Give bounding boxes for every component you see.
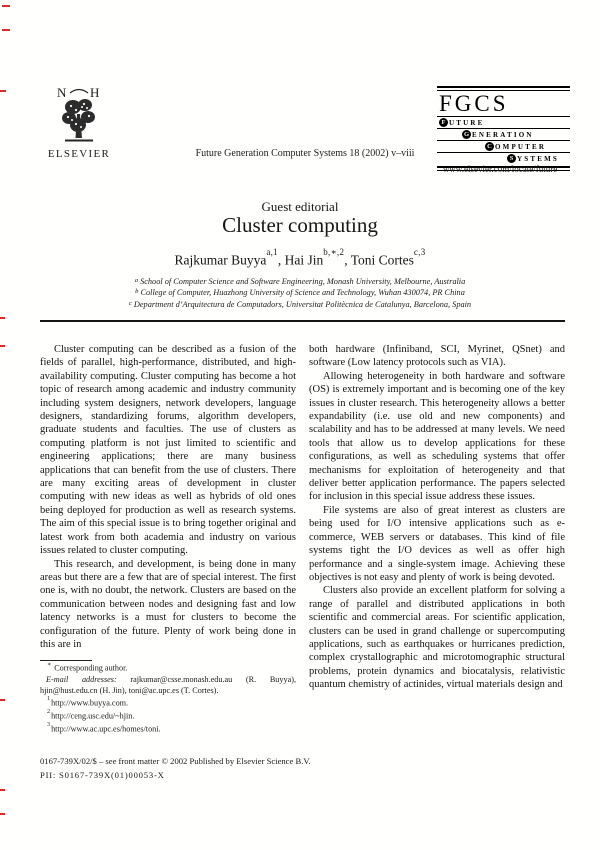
svg-text:H: H: [90, 85, 100, 100]
fgcs-letter-badge: S: [507, 154, 516, 163]
section-divider: [40, 320, 565, 322]
svg-text:N: N: [57, 85, 67, 100]
footnote-url: $^1$http://www.buyya.com.: [47, 696, 129, 708]
right-column: [309, 343, 565, 734]
paragraph: both hardware (Infiniband, SCI, Myrinet, QSnet) and software (Low latency protocols such as VIA).: [309, 344, 565, 369]
fgcs-word-computer: C OMPUTER: [437, 140, 570, 152]
proof-mark: [0, 90, 6, 92]
paragraph: This research, and development, is being done in many areas but there are a few that are of special interest. The first one is, with no doubt, the network. Clusters are based on the communication between nodes and designing fast and low latency networks is a must for clusters to become the configuration of the future. Plenty of work being done in this are in: [40, 558, 296, 650]
fgcs-word-generation: G ENERATION: [437, 128, 570, 140]
proof-mark: [0, 699, 5, 701]
proof-mark: [2, 5, 10, 7]
proof-mark: [0, 813, 5, 815]
divider: [437, 86, 570, 88]
footnote-url: $^2$http://ceng.usc.edu/~hjin.: [47, 708, 135, 721]
fgcs-acronym: FGCS: [439, 91, 509, 116]
copyright-line: 0167-739X/02/$ – see front matter © 2002 Published by Elsevier Science B.V.: [40, 756, 311, 766]
author-line: Rajkumar Buyya$^{a,1}$, Hai Jin$^{b,∗,2}$, Toni Cortes$^{c,3}$: [174, 247, 426, 268]
elsevier-logo: [40, 84, 118, 160]
paragraph: Cluster computing can be described as a fusion of the fields of parallel, high-performance, distributed, and high-availability computing. Cluster computing has become a hot topic of research among academic and industry community including system designers, network developers, language designers, standardizing forums, algorithm developers, graduate students and faculties. The use of clusters as computing platform is not just limited to scientific and engineering applications; there are many business applications that can benefit from the use of clusters. There are many exciting areas of development in cluster computing with new ideas as well as hybrids of old ones being deployed for production as well as research systems. The aim of this special issue is to bring together original and latest work from both academia and industry on various issues related to cluster computing.: [40, 344, 296, 557]
affiliation-line: $^a$ School of Computer Science and Software Engineering, Monash University, Melbourne, Australia: [134, 276, 466, 286]
affiliations: [0, 277, 600, 311]
author-name: Hai Jin: [284, 252, 324, 268]
fgcs-word-future: F UTURE: [437, 116, 570, 128]
fgcs-letter-badge: F: [439, 118, 448, 127]
email-addresses-note: E-mail addresses: rajkumar@csse.monash.edu.au (R. Buyya), hjin@hust.edu.cn (H. Jin), toni@ac.upc.es (T. Cortes).: [40, 675, 296, 696]
elsevier-tree-icon: [56, 84, 102, 146]
paragraph: File systems are also of great interest as clusters are being used for I/O intensive applications such as e-commerce, WEB servers or databases. This kind of file systems tight the I/O devices as well as offer high performance and a single-system image. Achieving these objectives is not easy and plenty of work is being devoted.: [309, 504, 565, 583]
fgcs-logo: [437, 86, 570, 171]
proof-mark: [2, 29, 10, 31]
author-name: Toni Cortes: [350, 252, 414, 268]
pii-line: PII: S0167-739X(01)00053-X: [40, 769, 165, 780]
article-title: Cluster computing: [222, 213, 378, 237]
paragraph: Clusters also provide an excellent platform for solving a range of parallel and distributed applications in both scientific and commercial areas. For scientific application, clusters can be used in grand challenge or supercomputing applications, such as earthquakes or hurricanes prediction, complex crystallographic and microtomographic structural problems, protein dynamics and biocatalysis, relativistic quantum chemistry of actinides, virtual materials design and: [309, 585, 565, 691]
proof-mark: [0, 317, 5, 319]
footnotes: [40, 660, 296, 734]
imprint-footer: [40, 755, 565, 782]
footnote-url: $^3$http://www.ac.upc.es/homes/toni.: [47, 721, 161, 734]
publisher-name: ELSEVIER: [47, 148, 111, 160]
fgcs-letter-badge: G: [463, 131, 470, 138]
author-affil-marker: a,1: [266, 247, 278, 257]
affiliation-line: $^c$ Department d’Arquitectura de Computadors, Universitat Politècnica de Catalunya, Barcelona, Spain: [128, 299, 472, 309]
fgcs-letter-badge: C: [485, 142, 494, 151]
fgcs-word-systems: S YSTEMS: [437, 152, 570, 164]
proof-mark: [0, 789, 5, 791]
paragraph: Allowing heterogeneity in both hardware and software (OS) is extremely important and is becoming one of the key issues in cluster research. This heterogeneity allows a better expandability (i.e. use old and new components) and scalability and has to be addressed at many levels. We need tools that allow us to develop applications for these configurations, as well as scheduling systems that offer mechanisms for exploitation of heterogeneity and that deliver better application performance. The papers selected for inclusion in this special issue address these issues.: [309, 370, 565, 503]
left-column: [40, 343, 296, 734]
article-kicker: Guest editorial: [261, 199, 339, 214]
journal-url: www.elsevier.com/locate/future: [442, 164, 558, 174]
article-body: [40, 343, 565, 734]
journal-citation: Future Generation Computer Systems 18 (2002) v–viii: [195, 148, 415, 159]
affiliation-line: $^b$ College of Computer, Huazhong University of Science and Technology, Wuhan 430074, PR China: [135, 288, 465, 298]
author-affil-marker: b,∗,2: [323, 247, 345, 257]
author-affil-marker: c,3: [413, 247, 426, 257]
author-name: Rajkumar Buyya: [174, 252, 267, 268]
corresponding-author-note: ∗ Corresponding author.: [47, 661, 128, 674]
proof-mark: [0, 345, 5, 347]
